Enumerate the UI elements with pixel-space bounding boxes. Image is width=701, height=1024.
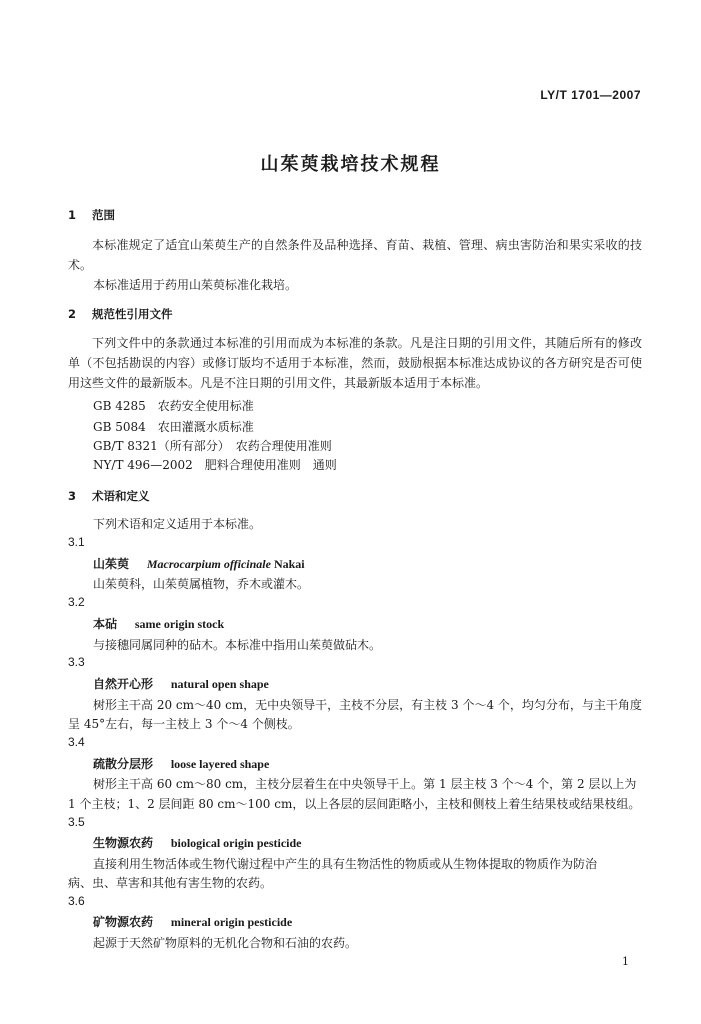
term-definition: 起源于天然矿物原料的无机化合物和石油的农药。 [93,936,358,950]
term-number: 3.3 [68,655,85,669]
term-number: 3.5 [68,815,85,829]
term-heading [93,913,292,930]
term-definition: 山茱萸科，山茱萸属植物，乔木或灌木。 [93,577,310,591]
term-heading [93,834,302,851]
term-number: 3.6 [68,894,85,908]
term-definition-line: 直接利用生物活体或生物代谢过程中产生的具有生物活性的物质或从生物体提取的物质作为防治 [93,857,598,871]
term-definition-line: 1 个主枝；1、2 层间距 80 cm～100 cm，以上各层的层间距略小，主枝和侧枝上着生结果枝或结果枝组。 [68,797,641,811]
term-number: 3.1 [68,535,85,549]
section-1-paragraph-1: 本标准规定了适宜山茱萸生产的自然条件及品种选择、育苗、栽植、管理、病虫害防治和果实采收的技术。 [68,238,642,272]
section-title: 规范性引用文件 [92,307,173,321]
standard-code: LY/T 1701—2007 [540,88,641,102]
section-number: 1 [68,208,77,222]
section-title: 术语和定义 [92,489,150,503]
term-latin-name: Macrocarpium officinale [146,557,271,571]
term-number: 3.2 [68,595,85,609]
term-heading [93,755,269,772]
section-number: 3 [68,489,77,503]
term-heading [93,675,269,692]
page-number: 1 [622,955,629,968]
term-chinese: 矿物源农药 [93,915,154,929]
term-definition-line: 树形主干高 60 cm～80 cm，主枝分层着生在中央领导干上。第 1 层主枝 3 个～4 个，第 2 层以上为 [93,777,637,791]
term-english [147,557,305,571]
term-authority: Nakai [270,557,305,571]
term-chinese: 自然开心形 [93,677,154,691]
document-title: 山茱萸栽培技术规程 [260,154,441,175]
term-number: 3.4 [68,735,85,749]
section-2-heading [68,306,173,322]
section-1-heading [68,207,115,223]
term-chinese: 生物源农药 [93,836,154,850]
term-definition: 与接穗同属同种的砧木。本标准中指用山茱萸做砧木。 [93,638,382,652]
term-definition-line: 树形主干高 20 cm～40 cm，无中央领导干，主枝不分层，有主枝 3 个～4 个，均匀分布，与主干角度 [93,698,642,712]
section-1-paragraph-2: 本标准适用于药用山茱萸标准化栽培。 [93,278,298,292]
term-heading [93,555,305,572]
term-english: same origin stock [134,617,225,631]
term-english: loose layered shape [170,757,270,771]
term-chinese: 本砧 [93,617,118,631]
term-chinese: 疏散分层形 [93,757,154,771]
reference-item: GB/T 8321（所有部分） 农药合理使用准则 [93,439,332,453]
reference-item: GB 5084 农田灌溉水质标准 [93,420,254,434]
term-english: biological origin pesticide [170,836,302,850]
term-english: mineral origin pesticide [170,915,293,929]
term-definition-line: 病、虫、草害和其他有害生物的农药。 [68,876,273,890]
term-heading [93,615,224,632]
section-number: 2 [68,307,77,321]
reference-item: NY/T 496—2002 肥料合理使用准则 通则 [93,458,337,472]
term-definition-line: 呈 45°左右，每一主枝上 3 个～4 个侧枝。 [68,717,300,731]
term-english: natural open shape [170,677,269,691]
section-3-paragraph-1: 下列术语和定义适用于本标准。 [93,517,262,531]
section-3-heading [68,488,150,504]
section-title: 范围 [92,208,116,222]
reference-item: GB 4285 农药安全使用标准 [93,399,254,413]
term-chinese: 山茱萸 [93,557,130,571]
section-2-paragraph-1: 下列文件中的条款通过本标准的引用而成为本标准的条款。凡是注日期的引用文件，其随后所有的修改单（不包括勘误的内容）或修订版均不适用于本标准，然而，鼓励根据本标准达成协议的各方研究是否可使用这些文件的最新版本。凡是不注日期的引用文件，其最新版本适用于本标准。 [68,336,642,390]
